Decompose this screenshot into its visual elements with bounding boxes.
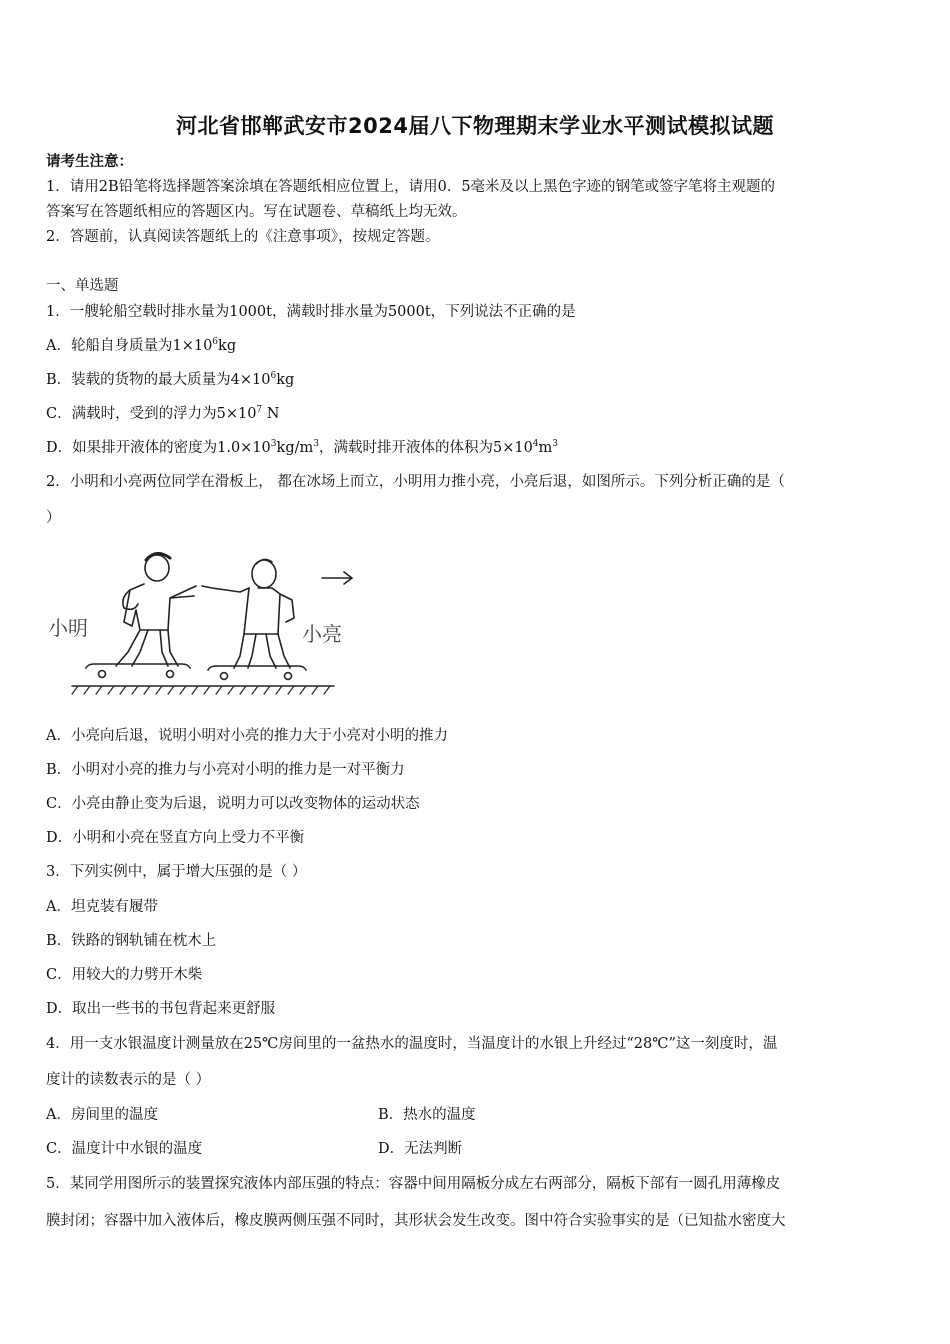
q1-stem: 1．一艘轮船空载时排水量为1000t，满载时排水量为5000t，下列说法不正确的是 — [46, 304, 576, 320]
notice-heading: 请考生注意： — [46, 153, 133, 170]
q4-option-a: A．房间里的温度 — [46, 1107, 158, 1123]
q1-option-d: D．如果排开液体的密度为$1.0\times 10^3kg/m^3$，满载时排开液体的体积为$5\times 10^4m^3$ — [46, 439, 559, 456]
notice-item-1-line-2: 答案写在答题纸相应的答题区内。写在试题卷、草稿纸上均无效。 — [46, 204, 467, 220]
q5-stem-line-1: 5．某同学用图所示的装置探究液体内部压强的特点：容器中间用隔板分成左右两部分，隔板下部有一圆孔用薄橡皮 — [46, 1176, 781, 1192]
q1-option-b: B．装载的货物的最大质量为$4\times 10^6kg$ — [46, 371, 295, 388]
q2-option-c: C．小亮由静止变为后退，说明力可以改变物体的运动状态 — [46, 796, 420, 812]
q5-stem-line-2: 膜封闭；容器中加入液体后，橡皮膜两侧压强不同时，其形状会发生改变。图中符合实验事实的是（已知盐水密度大 — [46, 1213, 786, 1229]
q3-option-d: D．取出一些书的书包背起来更舒服 — [46, 1001, 276, 1017]
q2-skateboard-figure — [44, 548, 384, 698]
q4-stem-line-1: 4．用一支水银温度计测量放在25℃房间里的一盆热水的温度时，当温度计的水银上升经过“28℃”这一刻度时，温 — [46, 1036, 778, 1052]
q2-stem-line-2: ） — [46, 510, 61, 526]
q2-option-a: A．小亮向后退，说明小明对小亮的推力大于小亮对小明的推力 — [46, 728, 448, 744]
figure-label-xiaoliang: 小亮 — [302, 622, 342, 646]
q3-option-c: C．用较大的力劈开木柴 — [46, 967, 203, 983]
q2-option-d: D．小明和小亮在竖直方向上受力不平衡 — [46, 830, 305, 846]
figure-label-xiaoming: 小明 — [48, 616, 88, 640]
section-title: 一、单选题 — [46, 278, 119, 294]
exam-title: 河北省邯郸武安市2024届八下物理期末学业水平测试模拟试题 — [176, 114, 774, 138]
q3-option-b: B．铁路的钢轨铺在枕木上 — [46, 933, 217, 949]
q3-stem: 3．下列实例中，属于增大压强的是（ ） — [46, 864, 307, 880]
notice-item-2: 2．答题前，认真阅读答题纸上的《注意事项》，按规定答题。 — [46, 229, 440, 245]
q4-option-c: C．温度计中水银的温度 — [46, 1141, 203, 1157]
q3-option-a: A．坦克装有履带 — [46, 899, 158, 915]
q1-option-c: C．满载时，受到的浮力为$5\times 10^7$ N — [46, 405, 280, 422]
q4-option-b: B．热水的温度 — [378, 1107, 476, 1123]
q2-stem-line-1: 2．小明和小亮两位同学在滑板上， 都在冰场上而立，小明用力推小亮，小亮后退，如图所示。下列分析正确的是（ — [46, 474, 785, 490]
q1-option-a: A．轮船自身质量为$1\times 10^6kg$ — [46, 337, 237, 354]
q2-option-b: B．小明对小亮的推力与小亮对小明的推力是一对平衡力 — [46, 762, 405, 778]
notice-item-1-line-1: 1．请用2B铅笔将选择题答案涂填在答题纸相应位置上，请用0．5毫米及以上黑色字迹的钢笔或签字笔将主观题的 — [46, 179, 776, 195]
q4-option-d: D．无法判断 — [378, 1141, 463, 1157]
q4-stem-line-2: 度计的读数表示的是（ ） — [46, 1072, 211, 1088]
